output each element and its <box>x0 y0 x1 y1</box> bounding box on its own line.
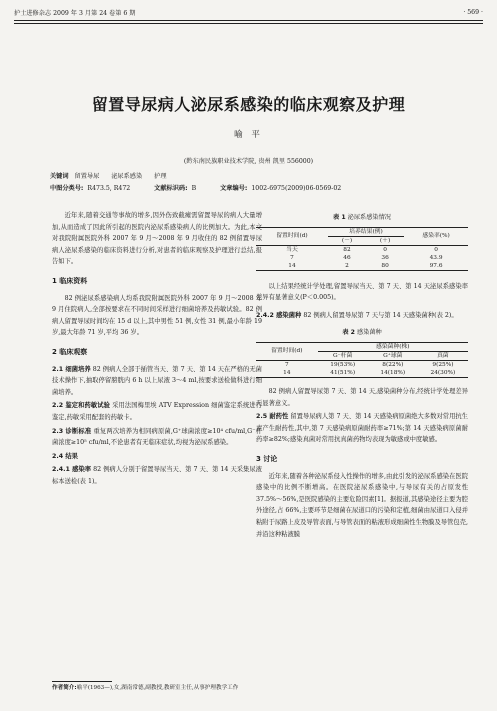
author-affiliation: (黔东南民族职业技术学院, 贵州 凯里 556000) <box>183 158 314 165</box>
footnote-rule <box>52 681 112 682</box>
subsection-label: 2.4.2 感染菌种 <box>256 311 302 319</box>
keyword: 泌尿系感染 <box>111 173 143 180</box>
article-title: 留置导尿病人泌尿系感染的临床观察及护理 <box>91 95 406 114</box>
table-cell: 7 <box>284 361 289 368</box>
table-cell: 80 <box>381 262 389 269</box>
subsection-text: 82 例病人留置导尿第 7 天与第 14 天感染菌种(表 2)。 <box>303 311 458 319</box>
subsection-text: 82 例病人全部于插管当天、第 7 天、第 14 天在严格的无菌技术操作下,抽取停留膀胱内 6 h 以上尿液 3～4 ml,按要求送检做科进行细菌培养。 <box>52 365 262 396</box>
left-column <box>52 210 262 487</box>
table-cell: 7 <box>290 254 294 261</box>
infection-strain-table <box>256 342 468 378</box>
column-header: 感染率(%) <box>404 227 468 245</box>
table-cell: 19(53%) <box>330 361 356 368</box>
table-cell: 24(30%) <box>430 369 456 376</box>
subsection-paragraph <box>52 400 262 423</box>
table-cell: 当天 <box>286 246 298 253</box>
table-cell: 46 <box>343 254 351 261</box>
table2-discussion: 82 例病人留置导尿第 7 天、第 14 天,感染菌种分布,经统计学处理差异无显著意义。 <box>256 387 468 407</box>
table-cell: 0 <box>434 246 438 253</box>
keywords-label: 关键词 <box>50 173 69 180</box>
table-row <box>256 369 468 378</box>
subsection-paragraph <box>52 464 262 487</box>
subsection-label: 2.1 细菌培养 <box>52 365 91 373</box>
table-row <box>256 360 468 369</box>
author-footnote <box>52 684 267 693</box>
author-name: 喻 平 <box>234 130 263 140</box>
table-cell: 97.6 <box>429 262 443 269</box>
header-rule-thin <box>14 23 483 24</box>
subsection-text: 重复两次培养为相同病原菌,G⁺球菌浓度≥10⁴ cfu/ml,G⁻杆菌浓度≥10⁵ cfu/ml,不论患者有无临床症状,均视为泌尿系感染。 <box>52 427 262 447</box>
subsection-label: 2.5 耐药性 <box>256 413 289 421</box>
table-caption <box>256 327 468 339</box>
column-header: 感染菌种(株) <box>318 342 468 351</box>
table-cell: 43.9 <box>429 254 443 261</box>
section-heading: 1 临床资料 <box>52 276 88 285</box>
article-number-label: 文章编号: <box>220 185 248 192</box>
table-number: 表 2 <box>342 329 355 337</box>
column-header: 留置时间(d) <box>256 227 328 245</box>
subsection-label: 2.4.1 感染率 <box>52 466 92 474</box>
discussion-paragraph: 近年来,随着各种泌尿系侵入性操作的增多,由此引发的泌尿系感染在医院感染中的比例不断增高。在医院泌尿系感染中,与导尿有关的占原发性 37.5%～56%,是医院感染的主要危险因素[1]。据报道,其感染途径主要为腔外途径,占 66%,主要环节是细菌在尿道口的污染和定植,细菌由尿道口入侵并粘附于尿路上皮及导管表面,与导管表面的粘液形成细菌性生物膜及导管包壳,并沿这种粘液膜 <box>256 472 468 538</box>
table-cell: 8(22%) <box>382 361 404 368</box>
table-cell: 41(51%) <box>330 369 356 376</box>
column-header: G⁺球菌 <box>383 352 403 359</box>
footnote-label: 作者简介: <box>52 685 77 691</box>
table-cell: 82 <box>343 246 351 253</box>
table-cell: 2 <box>345 262 349 269</box>
table-row <box>256 262 468 271</box>
right-column <box>256 210 468 541</box>
subsection-paragraph <box>256 411 468 446</box>
column-header: (＋) <box>379 237 391 244</box>
article-number: 1002-6975(2009)06-0569-02 <box>251 185 342 192</box>
column-header: 真菌 <box>437 352 449 359</box>
subsection-paragraph <box>52 451 262 463</box>
table-cell: 14 <box>288 262 296 269</box>
keyword: 留置导尿 <box>74 173 100 180</box>
subsection-label: 2.4 结果 <box>52 452 78 460</box>
clc-label: 中图分类号: <box>50 185 84 192</box>
footnote-text: 喻平(1963—),女,湖南常德,副教授,教研室主任,从事护理教学工作 <box>76 685 239 691</box>
page-number: · 569 · <box>463 8 483 16</box>
table-number: 表 1 <box>333 214 346 221</box>
table-row <box>256 254 468 262</box>
table-title: 感染菌种 <box>356 329 382 337</box>
table1-discussion: 以上结果经统计学处理,留置导尿当天、第 7 天、第 14 天泌尿系感染率差异有显著意义(P＜0.005)。 <box>256 282 468 302</box>
intro-paragraph: 近年来,随着交通等事故的增多,因外伤致截瘫需留置导尿的病人大量增加,从而造成了因此所引起的医院内泌尿系感染病人的比例加大。为此,本文对我院附属医院外科 2007 年 9 月～2008 年 9 月收住的 82 例留置导尿病人泌尿系感染的临床资料进行分析,对患者的临床观察及护理进行总结,报告如下。 <box>52 212 262 266</box>
clc-number: R473.5, R472 <box>87 185 131 192</box>
table-title: 泌尿系感染情况 <box>347 214 391 221</box>
subsection-text: 82 例病人分别于留置导尿当天、第 7 天、第 14 天采集尿液标本送检(表 1)。 <box>52 466 262 485</box>
table-cell: 9(25%) <box>432 361 454 368</box>
keywords-line <box>50 171 457 180</box>
clinical-data-paragraph: 82 例泌尿系感染病人均系我院附属医院外科 2007 年 9 月～2008 年 9 月住院病人,全部按要求在不同时间采样进行细菌培养及药敏试验。82 例病人留置导尿时间均在 15 d 以上,其中男性 51 例,女性 31 例,最小年龄 19 岁,最大年龄 71 岁,平均 36 岁。 <box>52 294 262 337</box>
running-header <box>14 6 483 18</box>
header-rule <box>14 20 483 21</box>
table-cell: 14 <box>283 369 291 376</box>
doc-code-label: 文献标识码: <box>154 185 188 192</box>
column-header: 培养结果(例) <box>328 227 404 236</box>
infection-rate-table <box>256 227 468 271</box>
classification-line <box>50 183 457 192</box>
table-caption <box>256 212 468 224</box>
table-row <box>256 245 468 254</box>
table-cell: 0 <box>383 246 387 253</box>
table-cell: 36 <box>381 254 389 261</box>
subsection-paragraph <box>256 310 468 322</box>
column-header: G⁻杆菌 <box>333 352 353 359</box>
subsection-label: 2.3 诊断标准 <box>52 427 92 435</box>
doc-code: B <box>191 185 197 192</box>
column-header: 留置时间(d) <box>256 342 318 360</box>
section-heading: 3 讨论 <box>256 454 278 463</box>
subsection-paragraph <box>52 426 262 449</box>
subsection-text: 采用法国梅里埃 ATV Expression 细菌鉴定系统进行鉴定,药敏采用配套的药敏卡。 <box>52 402 262 421</box>
section-heading: 2 临床观察 <box>52 347 88 356</box>
column-header: (－) <box>341 237 353 244</box>
keyword: 护理 <box>154 173 167 180</box>
journal-citation: 护士进修杂志 2009 年 3 月第 24 卷第 6 期 <box>14 9 136 17</box>
subsection-label: 2.2 鉴定和药敏试验 <box>52 402 111 410</box>
subsection-text: 留置导尿病人第 7 天、第 14 天感染病原菌绝大多数对常用抗生素产生耐药性,其中,第 7 天感染病原菌耐药率≥71%;第 14 天感染病原菌耐药率≥82%;感染真菌对常用抗真菌药物均表现为敏感或中度敏感。 <box>256 413 468 444</box>
subsection-paragraph <box>52 364 262 399</box>
table-cell: 14(18%) <box>380 369 406 376</box>
